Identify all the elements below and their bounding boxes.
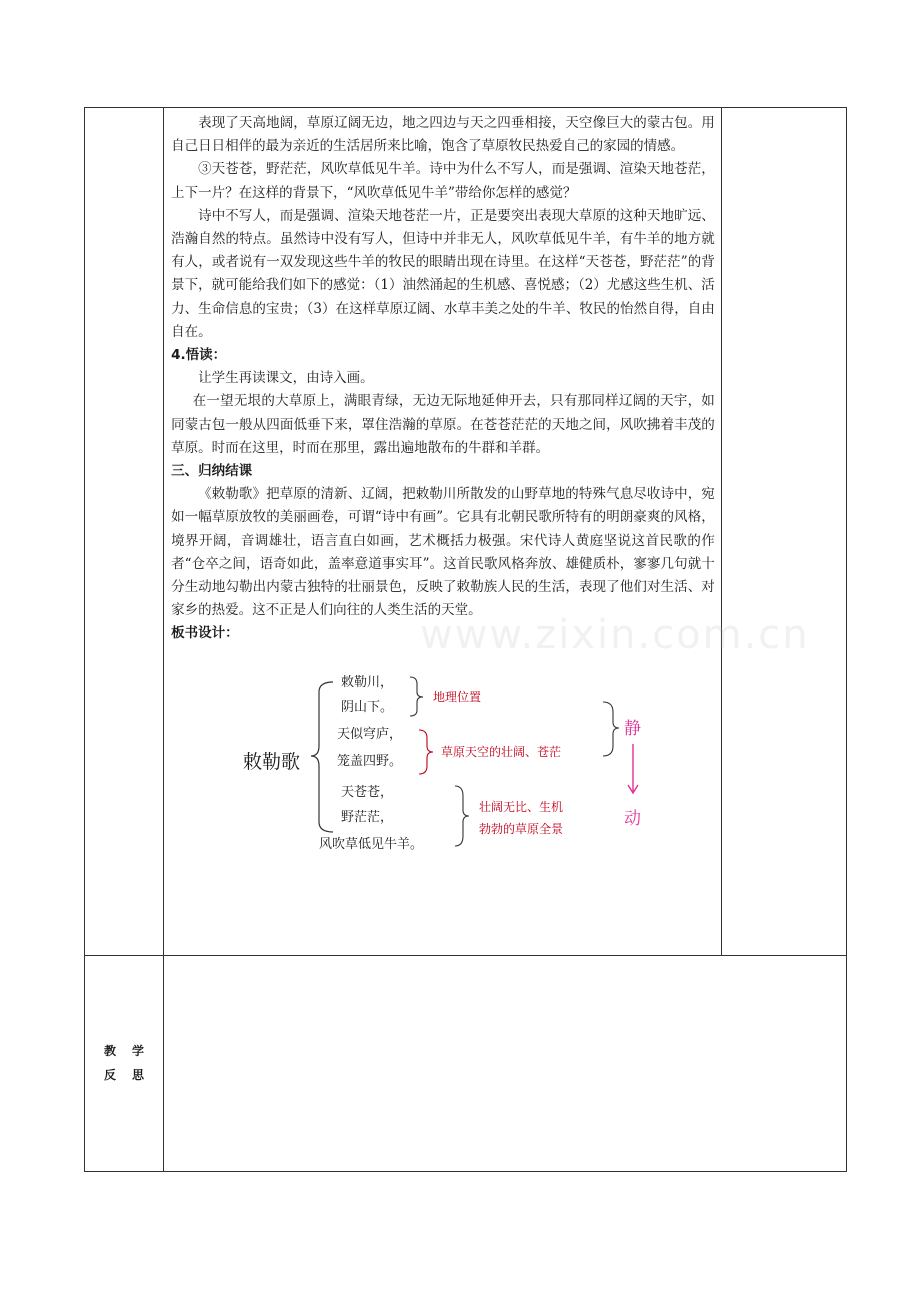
board-line-5: 天苍苍， (341, 784, 394, 800)
board-line-7: 风吹草低见牛羊。 (319, 836, 424, 852)
dynamic-word: 动 (624, 808, 642, 829)
board-line-6: 野茫茫， (341, 809, 394, 825)
reflection-label-line-1: 教学 (104, 1044, 161, 1059)
paragraph-6: 《敕勒歌》把草原的清新、辽阔，把敕勒川所散发的山野草地的特殊气息尽收诗中，宛如一幅草原放牧的美丽画卷，可谓“诗中有画”。它具有北朝民歌所特有的明朗豪爽的风格，境界开阔，音调雄壮，语言直白如画，艺术概括力极强。宋代诗人黄庭坚说这首民歌的作者“仓卒之间，语奇如此，盖率意道事实耳”。这首民歌风格奔放、雄健质朴，寥寥几句就十分生动地勾勒出内蒙古独特的壮丽景色，反映了敕勒族人民的生活，表现了他们对生活、对家乡的热爱。这不正是人们向往的人类生活的天堂。 (171, 486, 715, 619)
reflection-row (85, 955, 847, 1171)
paragraph-5: 在一望无垠的大草原上，满眼青绿，无边无际地延伸开去，只有那同样辽阔的天宇，如同蒙古包一般从四面低垂下来，罩住浩瀚的草原。在苍苍茫茫的天地之间，风吹拂着丰茂的草原。时而在这里，时而在那里，露出遍地散布的牛群和羊群。 (171, 393, 715, 456)
board-label-2: 草原天空的壮阔、苍茫 (441, 744, 562, 759)
brace-2 (419, 730, 433, 774)
reflection-label (85, 1039, 163, 1087)
board-design-diagram (171, 652, 715, 852)
board-label-1: 地理位置 (433, 689, 482, 704)
board-line-3: 天似穹庐， (337, 726, 403, 742)
board-diagram-svg (171, 652, 711, 852)
board-line-2: 阴山下。 (341, 699, 394, 715)
main-content-cell (164, 108, 722, 956)
board-line-4: 笼盖四野。 (337, 753, 403, 769)
main-content (164, 108, 721, 852)
lesson-plan-table (84, 107, 847, 1172)
paragraph-4: 让学生再读课文，由诗入画。 (198, 370, 374, 387)
paragraph-1: 表现了天高地阔，草原辽阔无边，地之四边与天之四垂相接，天空像巨大的蒙古包。用自己日日相伴的最为亲近的生活居所来比喻，饱含了草原牧民热爱自己的家园的情感。 (171, 115, 715, 155)
static-word: 静 (624, 718, 642, 739)
board-title: 敕勒歌 (243, 750, 301, 773)
brace-1 (410, 677, 423, 716)
paragraph-3: 诗中不写人，而是强调、渲染天地苍茫一片，正是要突出表现大草原的这种天地旷远、浩瀚自然的特点。虽然诗中没有写人，但诗中并非无人，风吹草低见牛羊，有牛羊的地方就有人，或者说有一双发现这些牛羊的牧民的眼睛出现在诗里。在这样“天苍苍，野茫茫”的背景下，就可能给我们如下的感觉：（1）油然涌起的生机感、喜悦感；（2）尤感这些生机、活力、生命信息的宝贵；（3）在这样草原辽阔、水草丰美之处的牛羊、牧民的怡然自得，自由自在。 (171, 207, 715, 340)
heading-wudu: 4.悟读： (171, 347, 227, 364)
left-empty-cell (85, 108, 164, 956)
brace-3 (455, 786, 469, 846)
main-brace (311, 682, 333, 832)
watermark: www.zixin.com.cn (420, 612, 810, 658)
reflection-content-cell[interactable] (164, 955, 847, 1171)
board-label-3: 壮阔无比、生机 (479, 799, 564, 814)
brace-4 (603, 702, 619, 756)
reflection-label-line-2: 反思 (104, 1068, 161, 1083)
content-row (85, 108, 847, 956)
reflection-label-cell (85, 955, 164, 1171)
heading-board-design: 板书设计： (171, 625, 239, 642)
heading-summary: 三、归纳结课 (171, 463, 253, 480)
board-line-1: 敕勒川， (341, 674, 394, 690)
paragraph-2: ③天苍苍，野茫茫，风吹草低见牛羊。诗中为什么不写人，而是强调、渲染天地苍茫，上下一片？在这样的背景下，“风吹草低见牛羊”带给你怎样的感觉？ (171, 161, 715, 201)
board-label-4: 勃勃的草原全景 (479, 821, 564, 836)
right-empty-cell (721, 108, 846, 956)
